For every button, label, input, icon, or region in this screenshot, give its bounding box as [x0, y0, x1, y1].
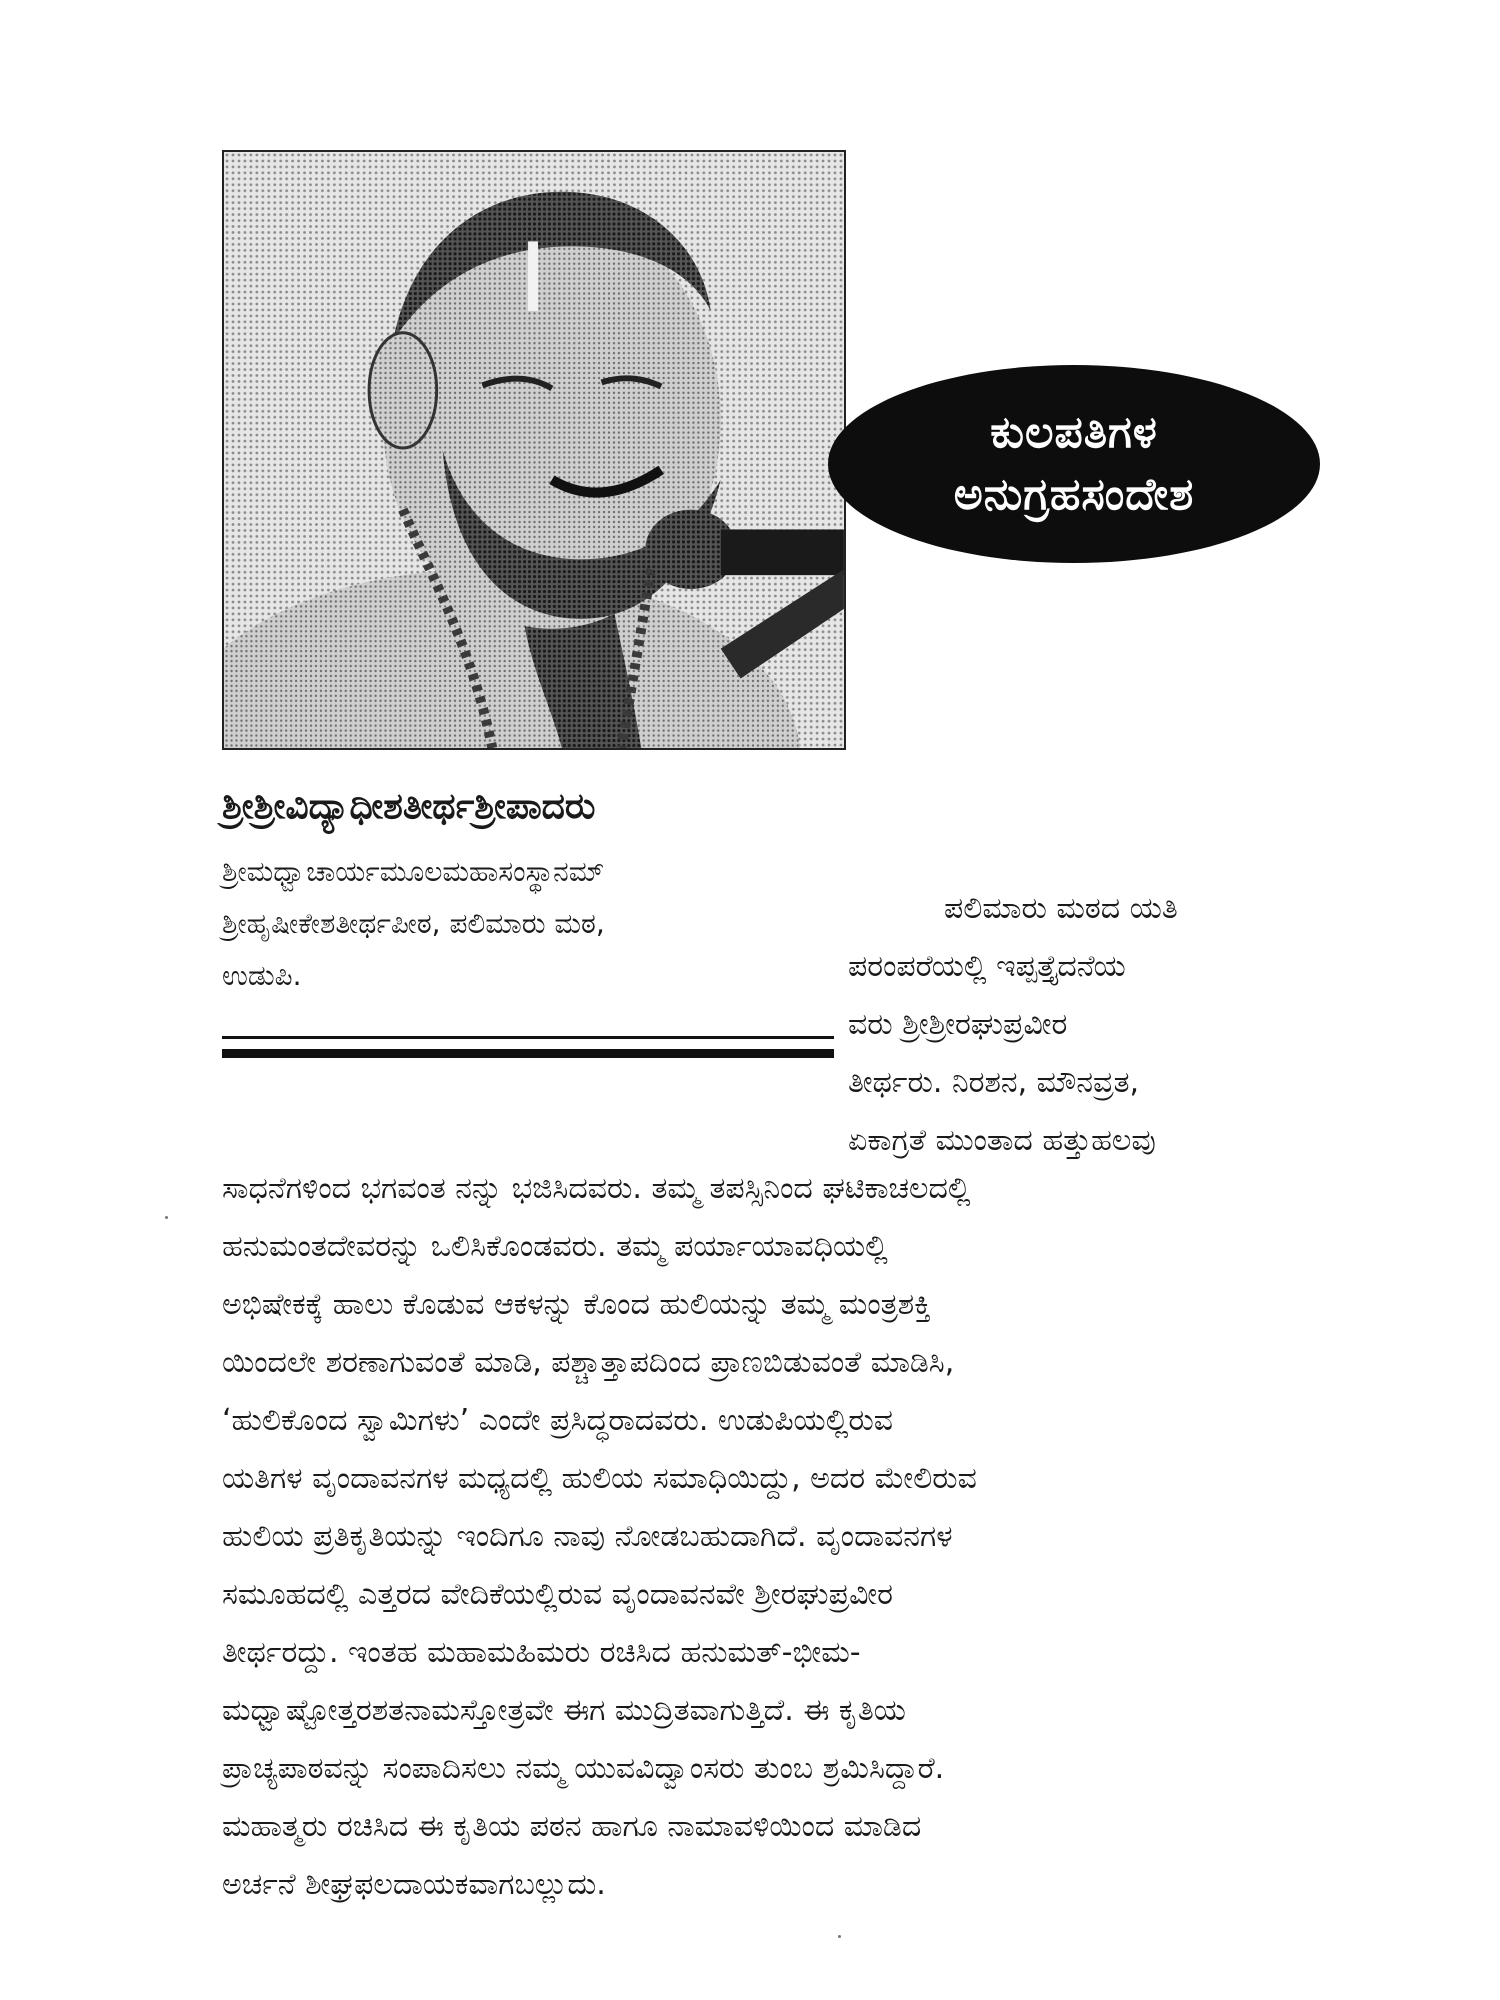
affiliation-line: ಶ್ರೀಮಧ್ವಾಚಾರ್ಯಮೂಲಮಹಾಸಂಸ್ಥಾನಮ್: [222, 855, 605, 888]
text-line: ಹನುಮಂತದೇವರನ್ನು ಒಲಿಸಿಕೊಂಡವರು. ತಮ್ಮ ಪರ್ಯಾಯಾವಧಿಯಲ್ಲಿ: [222, 1229, 888, 1264]
author-name: ಶ್ರೀಶ್ರೀವಿದ್ಯಾಧೀಶತೀರ್ಥಶ್ರೀಪಾದರು: [222, 786, 596, 827]
divider-thick: [222, 1049, 834, 1058]
body-paragraph: [222, 1160, 1322, 1914]
text-line: ಅಭಿಷೇಕಕ್ಕೆ ಹಾಲು ಕೊಡುವ ಆಕಳನ್ನು ಕೊಂದ ಹುಲಿಯನ್ನು ತಮ್ಮ ಮಂತ್ರಶಕ್ತಿ: [222, 1287, 931, 1322]
scan-speck: [165, 1216, 168, 1219]
text-line: ಪರಂಪರೆಯಲ್ಲಿ ಇಪ್ಪತ್ತೈದನೆಯ: [848, 949, 1126, 984]
portrait-photo: [222, 150, 846, 750]
portrait-image: [224, 152, 844, 748]
affiliation-line: ಶ್ರೀಹೃಷೀಕೇಶತೀರ್ಥಪೀಠ, ಪಲಿಮಾರು ಮಠ,: [222, 907, 605, 940]
title-badge-line2: ಅನುಗ್ರಹಸಂದೇಶ: [953, 469, 1195, 520]
text-line: ಸಾಧನೆಗಳಿಂದ ಭಗವಂತ ನನ್ನು ಭಜಿಸಿದವರು. ತಮ್ಮ ತಪಸ್ಸಿನಿಂದ ಘಟಿಕಾಚಲದಲ್ಲಿ: [222, 1171, 971, 1206]
text-line: ತೀರ್ಥರದ್ದು. ಇಂತಹ ಮಹಾಮಹಿಮರು ರಚಿಸಿದ ಹನುಮತ್-ಭೀಮ-: [222, 1635, 861, 1670]
text-line: ಮಧ್ವಾಷ್ಟೋತ್ತರಶತನಾಮಸ್ತೋತ್ರವೇ ಈಗ ಮುದ್ರಿತವಾಗುತ್ತಿದೆ. ಈ ಕೃತಿಯ: [222, 1693, 906, 1728]
title-badge-line1: ಕುಲಪತಿಗಳ: [990, 407, 1158, 458]
text-line: ಪ್ರಾಚ್ಯಪಾಠವನ್ನು ಸಂಪಾದಿಸಲು ನಮ್ಮ ಯುವವಿದ್ವಾಂಸರು ತುಂಬ ಶ್ರಮಿಸಿದ್ದಾರೆ.: [222, 1751, 945, 1786]
text-line: ಏಕಾಗ್ರತೆ ಮುಂತಾದ ಹತ್ತುಹಲವು: [848, 1123, 1156, 1158]
affiliation-line: ಉಡುಪಿ.: [222, 959, 302, 992]
text-line: ಯಿಂದಲೇ ಶರಣಾಗುವಂತೆ ಮಾಡಿ, ಪಶ್ಚಾತ್ತಾಪದಿಂದ ಪ್ರಾಣಬಿಡುವಂತೆ ಮಾಡಿಸಿ,: [222, 1345, 955, 1380]
title-badge: [828, 365, 1320, 563]
text-line: ಮಹಾತ್ಮರು ರಚಿಸಿದ ಈ ಕೃತಿಯ ಪಠನ ಹಾಗೂ ನಾಮಾವಳಿಯಿಂದ ಮಾಡಿದ: [222, 1809, 922, 1844]
divider-thin: [222, 1036, 834, 1039]
scan-speck: [838, 1935, 841, 1938]
text-line: ಪಲಿಮಾರು ಮಠದ ಯತಿ: [944, 891, 1178, 926]
text-line: ತೀರ್ಥರು. ನಿರಶನ, ಮೌನವ್ರತ,: [848, 1065, 1140, 1100]
text-line: ಹುಲಿಯ ಪ್ರತಿಕೃತಿಯನ್ನು ಇಂದಿಗೂ ನಾವು ನೋಡಬಹುದಾಗಿದೆ. ವೃಂದಾವನಗಳ: [222, 1519, 953, 1554]
text-line: ಅರ್ಚನೆ ಶೀಘ್ರಫಲದಾಯಕವಾಗಬಲ್ಲುದು.: [222, 1867, 606, 1902]
text-line: ಸಮೂಹದಲ್ಲಿ ಎತ್ತರದ ವೇದಿಕೆಯಲ್ಲಿರುವ ವೃಂದಾವನವೇ ಶ್ರೀರಘುಪ್ರವೀರ: [222, 1577, 893, 1612]
author-affiliation: [222, 846, 842, 1002]
text-line: ವರು ಶ್ರೀಶ್ರೀರಘುಪ್ರವೀರ: [848, 1007, 1068, 1042]
text-line: ಯತಿಗಳ ವೃಂದಾವನಗಳ ಮಧ್ಯದಲ್ಲಿ ಹುಲಿಯ ಸಮಾಧಿಯಿದ್ದು, ಅದರ ಮೇಲಿರುವ: [222, 1461, 977, 1496]
text-line: ‘ಹುಲಿಕೊಂದ ಸ್ವಾಮಿಗಳು’ ಎಂದೇ ಪ್ರಸಿದ್ಧರಾದವರು. ಉಡುಪಿಯಲ್ಲಿರುವ: [222, 1403, 894, 1438]
intro-paragraph: [848, 880, 1322, 1170]
